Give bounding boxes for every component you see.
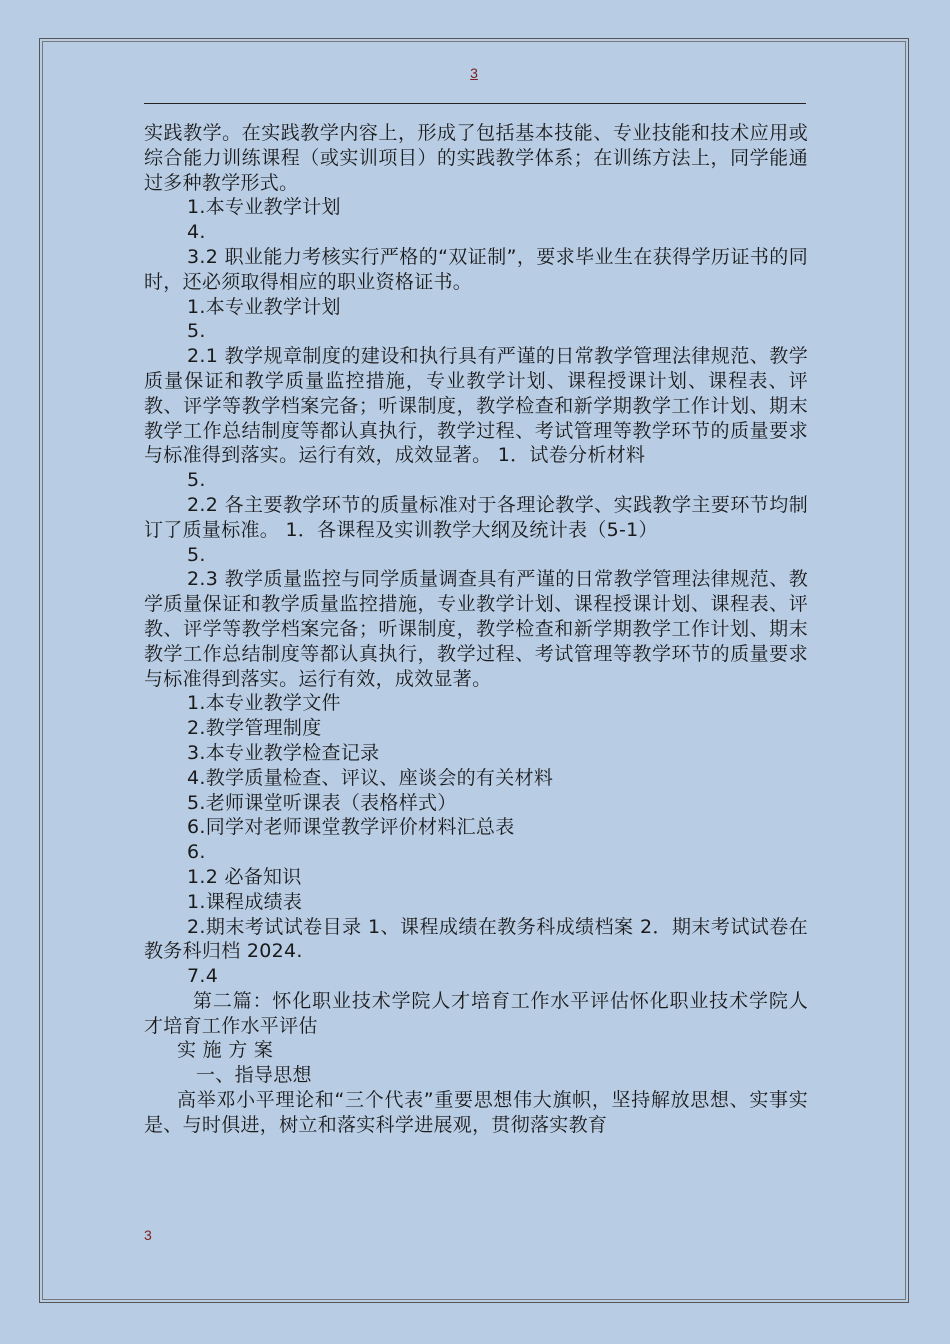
paragraph: 5.老师课堂听课表（表格样式） <box>187 791 457 814</box>
paragraph: 1.课程成绩表 <box>187 890 303 913</box>
section-heading: 实 施 方 案 <box>177 1039 274 1062</box>
paragraph: 6. <box>187 841 206 864</box>
header-rule <box>144 103 806 104</box>
paragraph: 2.1 教学规章制度的建设和执行具有严谨的日常教学管理法律规范、教学质量保证和教学质量监控措施，专业教学计划、课程授课计划、课程表、评教、评学等教学档案完备；听课制度，教学检查和新学期教学工作计划、期末教学工作总结制度等都认真执行，教学过程、考试管理等教学环节的质量要求与标准得到落实。运行有效，成效显著。 1．试卷分析材料 <box>144 345 808 467</box>
paragraph: 实践教学。在实践教学内容上，形成了包括基本技能、专业技能和技术应用或综合能力训练课程（或实训项目）的实践教学体系；在训练方法上，同学能通过多种教学形式。 <box>144 122 808 194</box>
paragraph: 5. <box>187 469 206 492</box>
paragraph: 5. <box>187 320 206 343</box>
paragraph: 2.3 教学质量监控与同学质量调查具有严谨的日常教学管理法律规范、教学质量保证和教学质量监控措施，专业教学计划、课程授课计划、课程表、评教、评学等教学档案完备；听课制度，教学检查和新学期教学工作计划、期末教学工作总结制度等都认真执行，教学过程、考试管理等教学环节的质量要求与标准得到落实。运行有效，成效显著。 <box>144 568 808 690</box>
paragraph: 2.期末考试试卷目录 1、课程成绩在教务科成绩档案 2．期末考试试卷在教务科归档 2024. <box>144 915 808 963</box>
paragraph: 3.2 职业能力考核实行严格的“双证制”，要求毕业生在获得学历证书的同时，还必须取得相应的职业资格证书。 <box>144 245 808 293</box>
section-heading: 第二篇：怀化职业技术学院人才培育工作水平评估怀化职业技术学院人才培育工作水平评估 <box>144 989 808 1037</box>
paragraph: 1.本专业教学文件 <box>187 692 341 715</box>
paragraph: 1.本专业教学计划 <box>187 196 341 219</box>
header-page-number: 3 <box>470 65 478 81</box>
paragraph: 7.4 <box>187 965 219 988</box>
document-body <box>144 121 808 1138</box>
document-page <box>39 38 909 1303</box>
paragraph: 1.2 必备知识 <box>187 865 302 888</box>
paragraph: 4.教学质量检查、评议、座谈会的有关材料 <box>187 766 554 789</box>
paragraph: 高举邓小平理论和“三个代表”重要思想伟大旗帜，坚持解放思想、实事实是、与时俱进，树立和落实科学进展观，贯彻落实教育 <box>144 1089 808 1136</box>
paragraph: 6.同学对老师课堂教学评价材料汇总表 <box>187 816 515 839</box>
paragraph: 1.本专业教学计划 <box>187 295 341 318</box>
paragraph: 2.教学管理制度 <box>187 717 322 740</box>
footer-page-number: 3 <box>144 1227 152 1243</box>
paragraph: 2.2 各主要教学环节的质量标准对于各理论教学、实践教学主要环节均制订了质量标准。 1．各课程及实训教学大纲及统计表（5-1） <box>144 493 808 541</box>
section-heading: 一、指导思想 <box>196 1064 312 1087</box>
paragraph: 4. <box>187 221 206 244</box>
paragraph: 3.本专业教学检查记录 <box>187 741 380 764</box>
paragraph: 5. <box>187 543 206 566</box>
